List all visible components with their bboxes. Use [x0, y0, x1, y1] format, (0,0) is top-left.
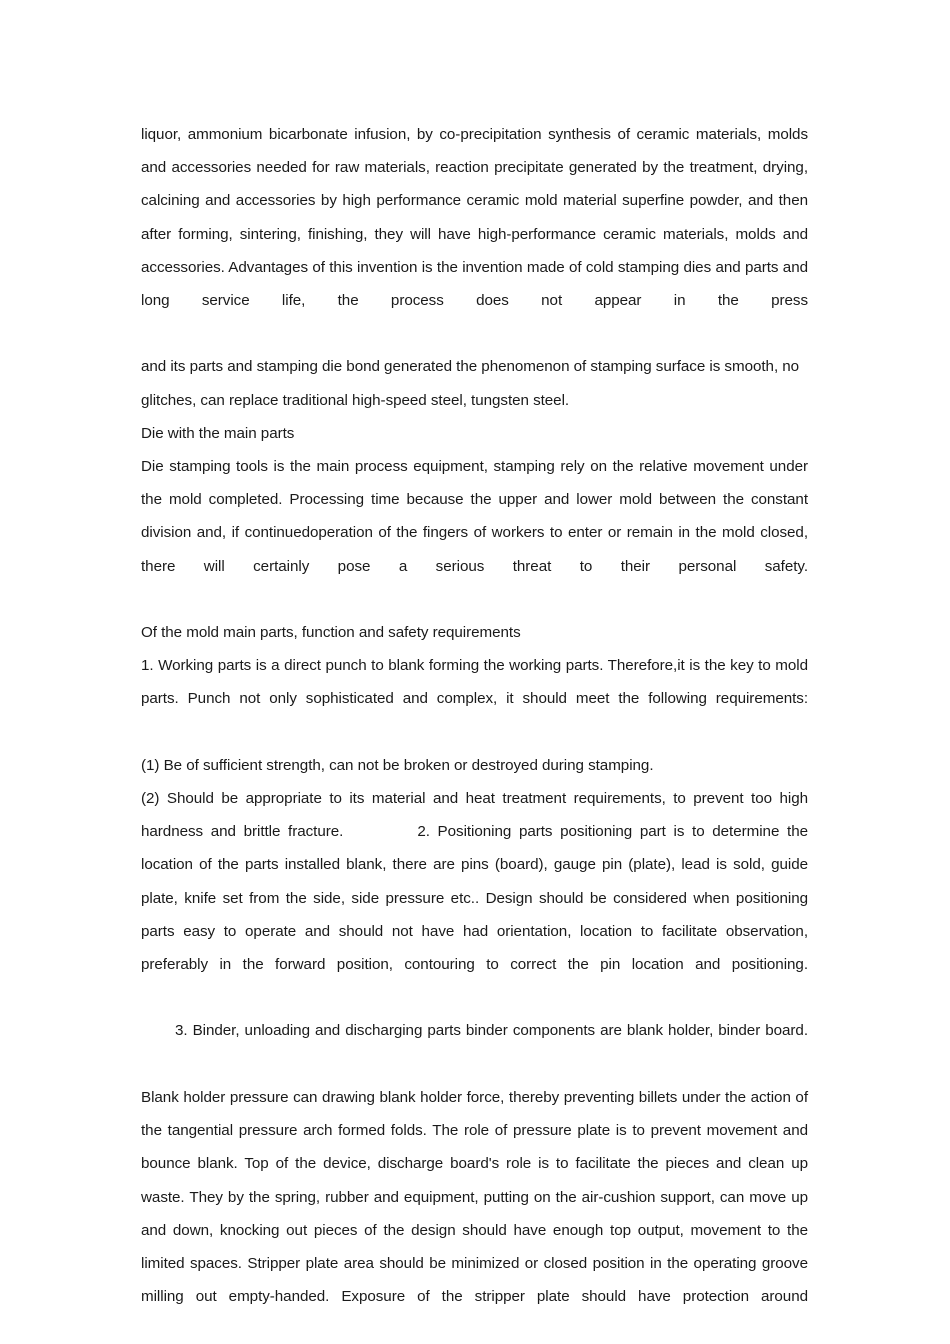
paragraph-working-parts: 1. Working parts is a direct punch to blank forming the working parts. Therefore,it is the key to mold parts. Punch not only sophisticated and complex, it should meet the following requirements: — [141, 657, 813, 708]
paragraph-requirement-1: (1) Be of sufficient strength, can not be broken or destroyed during stamping. — [141, 756, 654, 774]
paragraph-ceramic-process: liquor, ammonium bicarbonate infusion, by co-precipitation synthesis of ceramic materials, molds and accessories needed for raw materials, reaction precipitate generated by the treatment, drying, calcining and accessories by high performance ceramic mold material superfine powder, and then after forming, sintering, finishing, they will have high-performance ceramic materials, molds and accessories. Advantages of this invention is the invention made of cold stamping dies and parts and long service life, the process does not appear in the press — [141, 126, 813, 310]
paragraph-requirement-2-and-positioning — [141, 782, 813, 1014]
paragraph-blank-holder-pressure: Blank holder pressure can drawing blank holder force, thereby preventing billets under the action of the tangential pressure arch formed folds. The role of pressure plate is to prevent movement and bounce blank. Top of the device, discharge board's role is to facilitate the pieces and clean up waste. They by the spring, rubber and equipment, putting on the air-cushion support, can move up and down, knocking out pieces of the design should have enough top output, movement to the limited spaces. Stripper plate area should be minimized or closed position in the operating groove milling out empty-handed. Exposure of the stripper plate should have protection around — [141, 1088, 813, 1306]
heading-function-and-safety-requirements: Of the mold main parts, function and safety requirements — [141, 624, 521, 642]
paragraph-binder-components: 3. Binder, unloading and discharging parts binder components are blank holder, binder board. — [175, 1022, 808, 1040]
heading-die-with-the-main-parts: Die with the main parts — [141, 424, 295, 442]
paragraph-die-stamping-tools: Die stamping tools is the main process equipment, stamping rely on the relative movement under the mold completed. Processing time because the upper and lower mold between the constant division and, if continuedoperation of the fingers of workers to enter or remain in the mold closed, there will certainly pose a serious threat to their personal safety. — [141, 458, 813, 575]
requirement-2-text: (2) Should be appropriate to its material and heat treatment requirements, to prevent too high hardness and brittle fracture. — [141, 790, 813, 841]
paragraph-stamping-surface: and its parts and stamping die bond generated the phenomenon of stamping surface is smooth, no glitches, can replace traditional high-speed steel, tungsten steel. — [141, 358, 804, 409]
document-text-column — [141, 118, 813, 1344]
positioning-parts-text: 2. Positioning parts positioning part is to determine the location of the parts installed blank, there are pins (board), gauge pin (plate), lead is sold, guide plate, knife set from the side, side pressure etc.. Design should be considered when positioning parts easy to operate and should not have had orientation, location to facilitate observation, preferably in the forward position, contouring to correct the pin location and positioning. — [141, 823, 813, 974]
